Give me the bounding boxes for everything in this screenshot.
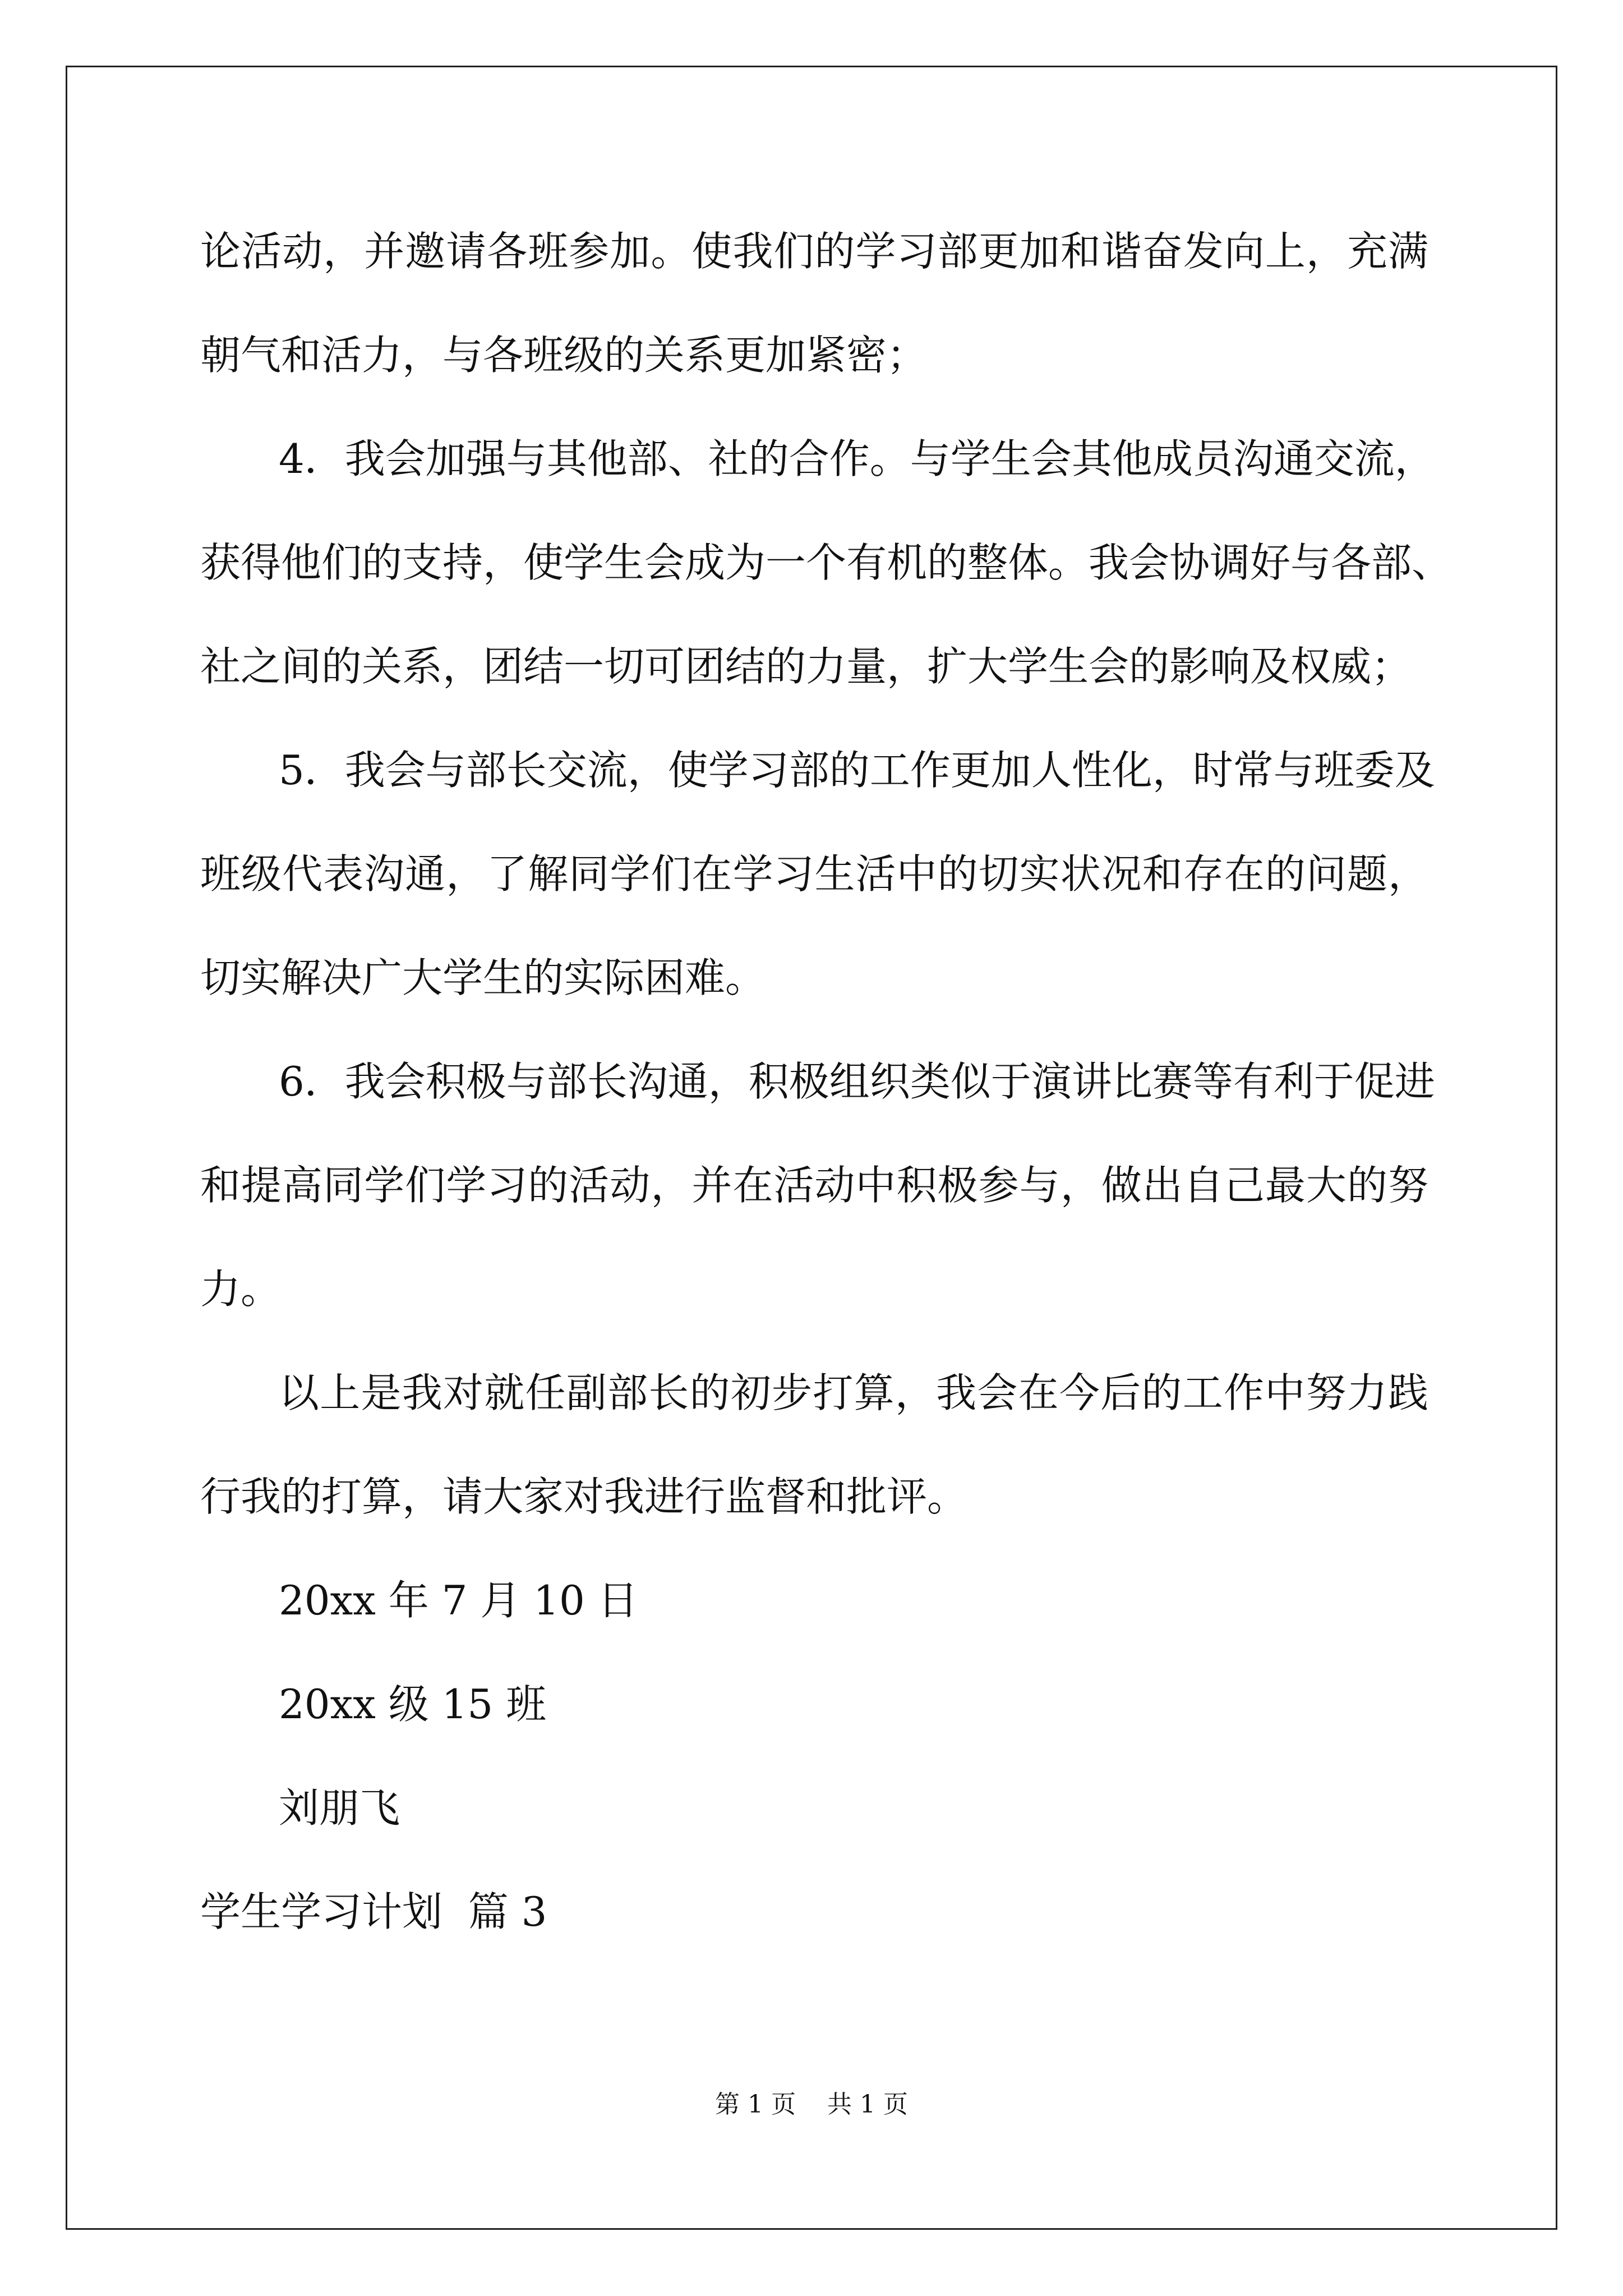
paragraph-line: 行我的打算，请大家对我进行监督和批评。 — [200, 1473, 968, 1520]
paragraph-line: 力。 — [200, 1266, 282, 1313]
page-footer: 第 1 页 共 1 页 — [715, 2090, 908, 2119]
paragraph-line: 和提高同学们学习的活动，并在活动中积极参与，做出自己最大的努 — [200, 1162, 1428, 1209]
paragraph-line: 获得他们的支持，使学生会成为一个有机的整体。我会协调好与各部、 — [200, 539, 1453, 586]
class-line: 20xx 级 15 班 — [279, 1681, 547, 1728]
paragraph-line: 社之间的关系，团结一切可团结的力量，扩大学生会的影响及权威； — [200, 643, 1412, 690]
paragraph-line: 4．我会加强与其他部、社的合作。与学生会其他成员沟通交流， — [279, 435, 1435, 482]
paragraph-line: 5．我会与部长交流，使学习部的工作更加人性化，时常与班委及 — [279, 747, 1435, 794]
paragraph-line: 以上是我对就任副部长的初步打算，我会在今后的工作中努力践 — [279, 1369, 1428, 1416]
paragraph-line: 班级代表沟通，了解同学们在学习生活中的切实状况和存在的问题， — [200, 850, 1428, 898]
section-title: 学生学习计划 篇 3 — [200, 1888, 547, 1935]
paragraph-line: 6．我会积极与部长沟通，积极组织类似于演讲比赛等有利于促进 — [279, 1058, 1435, 1105]
signature-line: 刘朋飞 — [279, 1784, 400, 1832]
paragraph-line: 论活动，并邀请各班参加。使我们的学习部更加和谐奋发向上，充满 — [200, 228, 1428, 275]
date-line: 20xx 年 7 月 10 日 — [279, 1577, 638, 1624]
paragraph-line: 朝气和活力，与各班级的关系更加紧密； — [200, 332, 928, 379]
paragraph-line: 切实解决广大学生的实际困难。 — [200, 954, 766, 1001]
